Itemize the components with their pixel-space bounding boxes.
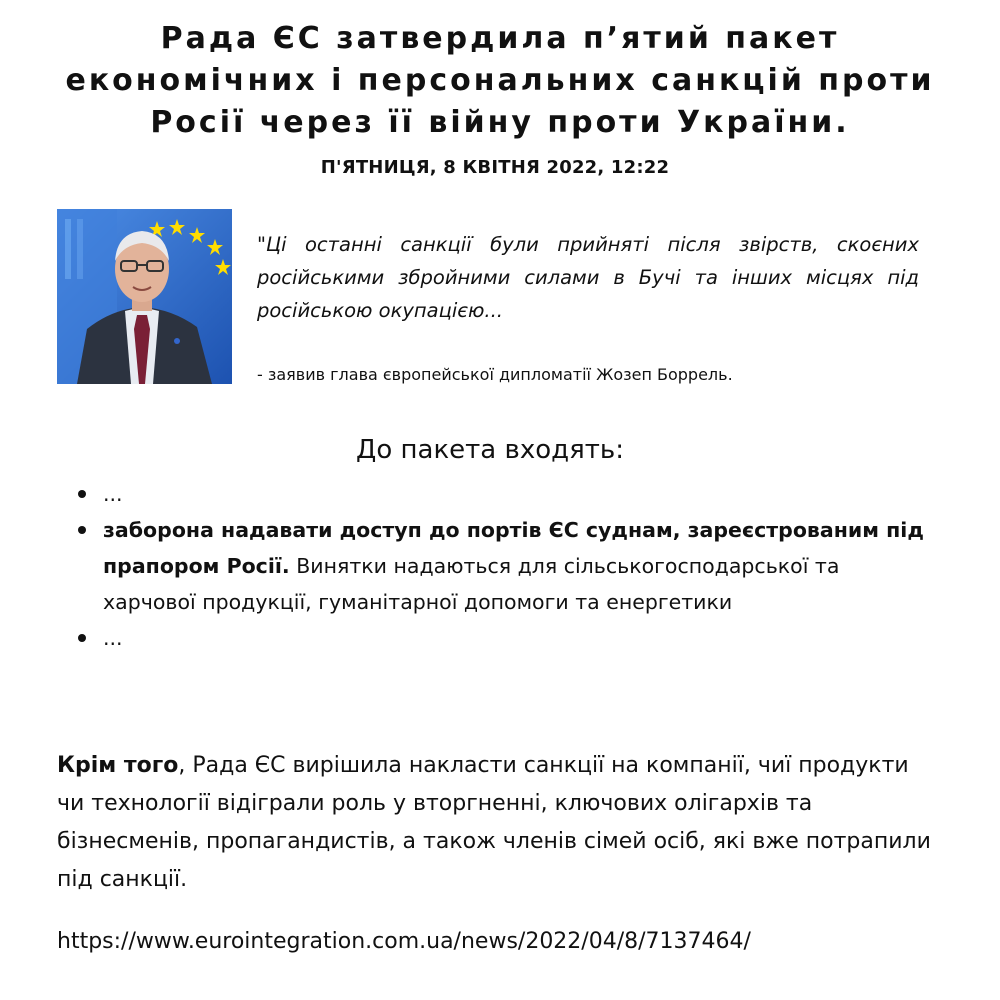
package-heading: До пакета входять: xyxy=(356,435,624,465)
list-item-text: Винятки надаються для сільськогосподарської та харчової продукції, гуманітарної допомоги та енергетики xyxy=(103,554,840,614)
paragraph-lead: Крім того xyxy=(57,753,179,778)
list-item xyxy=(103,620,933,656)
list-item xyxy=(103,512,933,620)
portrait-illustration xyxy=(57,209,232,384)
list-item-text: ... xyxy=(103,626,123,650)
publication-date: П'ЯТНИЦЯ, 8 КВІТНЯ 2022, 12:22 xyxy=(320,157,670,178)
package-list xyxy=(103,476,933,656)
paragraph-text: , Рада ЄС вирішила накласти санкції на компанії, чиї продукти чи технології відіграли роль у вторгненні, ключових олігархів та бізнесменів, пропагандистів, а також членів сімей осіб, які вже потрапили під санкції. xyxy=(57,753,931,892)
list-item-text: ... xyxy=(103,482,123,506)
list-item xyxy=(103,476,933,512)
article-title: Рада ЄС затвердила п’ятий пакет економічних і персональних санкцій проти Росії через її війну проти України. xyxy=(65,21,935,140)
source-link[interactable]: https://www.eurointegration.com.ua/news/2022/04/8/7137464/ xyxy=(57,929,751,954)
quote-attribution: - заявив глава європейської дипломатії Жозеп Боррель. xyxy=(257,365,733,384)
borrell-quote: "Ці останні санкції були прийняті після звірств, скоєних російськими збройними силами в Бучі та інших місцях під російською окупацією... xyxy=(257,233,919,322)
portrait-photo xyxy=(57,209,232,384)
list-item-bold: заборона надавати доступ до портів ЄС суднам, зареєстрованим під прапором Росії. xyxy=(103,518,924,578)
additional-sanctions-paragraph xyxy=(57,747,937,899)
